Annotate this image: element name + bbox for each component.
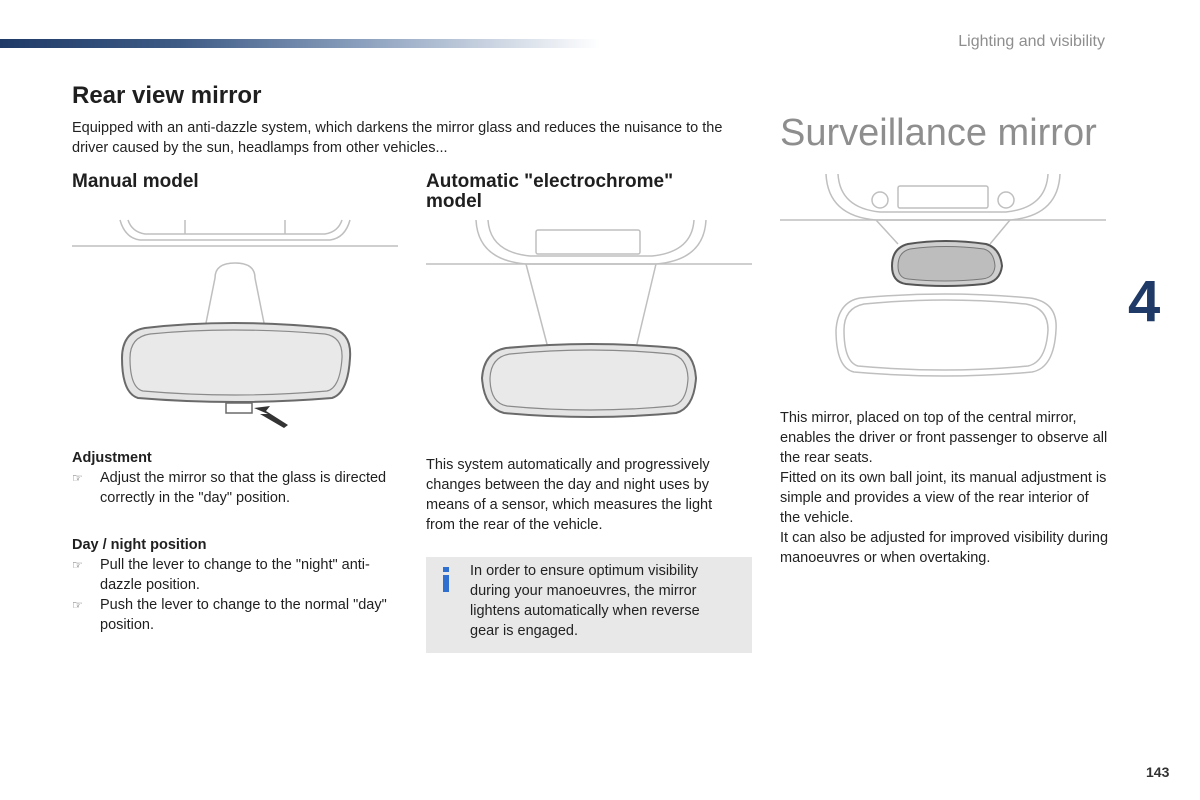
automatic-text: This system automatically and progressively changes between the day and night uses by means of a sensor, which measures the light from the rear of the vehicle. xyxy=(426,457,713,533)
daynight-heading: Day / night position xyxy=(72,537,207,553)
rear-view-intro: Equipped with an anti-dazzle system, which darkens the mirror glass and reduces the nuisance to the driver caused by the sun, headlamps from other vehicles... xyxy=(72,120,723,156)
automatic-mirror-illustration xyxy=(426,218,752,423)
section-label: Lighting and visibility xyxy=(958,33,1105,50)
page-number: 143 xyxy=(1146,764,1170,780)
surveillance-text-2: Fitted on its own ball joint, its manual adjustment is simple and provides a view of the rear interior of the vehicle. xyxy=(780,470,1107,526)
adjustment-heading: Adjustment xyxy=(72,450,152,466)
automatic-heading: Automatic "electrochrome" model xyxy=(426,171,674,212)
info-text: In order to ensure optimum visibility during your manoeuvres, the mirror lightens automatically when reverse gear is engaged. xyxy=(470,563,700,639)
bullet-hand-icon: ☞ xyxy=(72,598,83,612)
manual-mirror-illustration xyxy=(70,218,400,433)
daynight-bullet-2: ☞ Push the lever to change to the normal "day" position. xyxy=(72,597,387,633)
adjustment-bullet: ☞ Adjust the mirror so that the glass is directed correctly in the "day" position. xyxy=(72,470,387,506)
surveillance-text xyxy=(780,408,1110,568)
chapter-number: 4 xyxy=(1128,269,1161,334)
surveillance-title: Surveillance mirror xyxy=(780,111,1097,154)
info-box xyxy=(426,557,752,653)
header-gradient-bar xyxy=(0,39,600,48)
surveillance-mirror-illustration xyxy=(780,170,1106,385)
bullet-hand-icon: ☞ xyxy=(72,558,83,572)
manual-adjustment-section xyxy=(72,448,392,508)
manual-heading: Manual model xyxy=(72,171,199,192)
manual-daynight-section xyxy=(72,535,392,635)
surveillance-text-3: It can also be adjusted for improved visibility during manoeuvres or when overtaking. xyxy=(780,530,1109,566)
bullet-hand-icon: ☞ xyxy=(72,471,83,485)
surveillance-text-1: This mirror, placed on top of the central mirror, enables the driver or front passenger to observe all the rear seats. xyxy=(780,410,1108,466)
daynight-bullet-1: ☞ Pull the lever to change to the "night" anti-dazzle position. xyxy=(72,557,370,593)
rear-view-title: Rear view mirror xyxy=(72,82,262,109)
info-icon xyxy=(438,565,454,593)
